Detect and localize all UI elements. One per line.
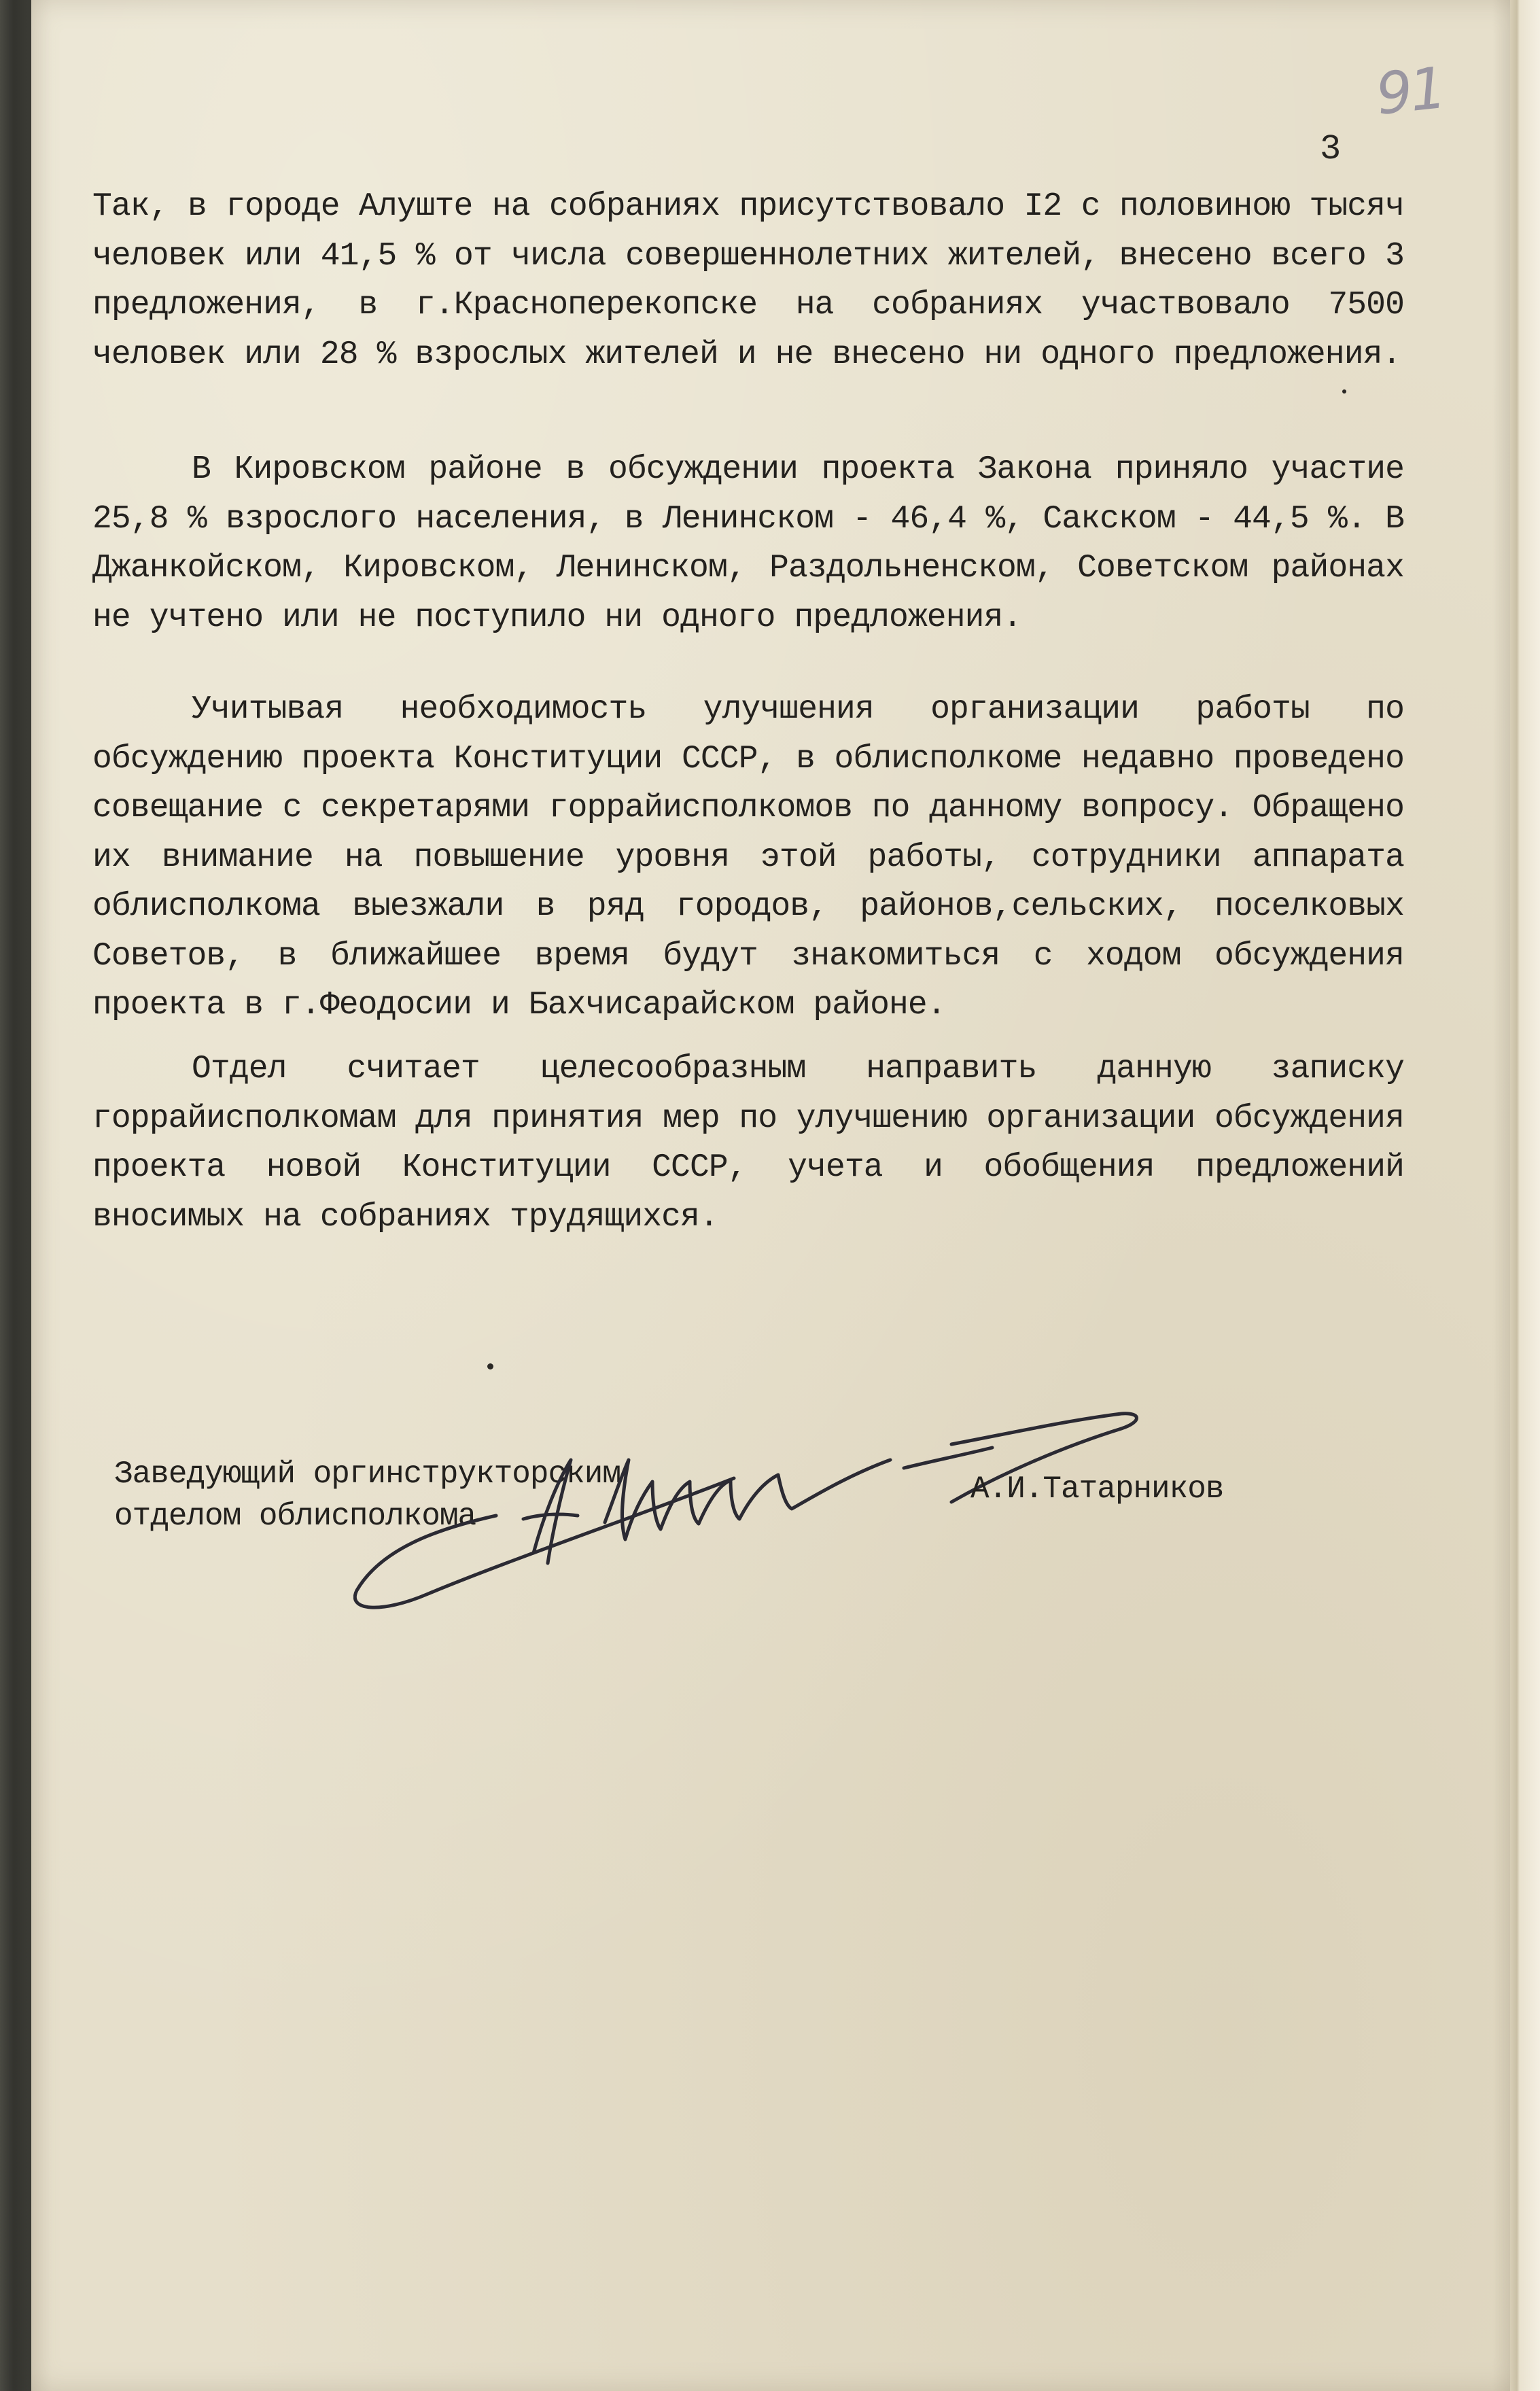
paragraph-meeting: Учитывая необходимость улучшения организации работы по обсуждению проекта Конституции СССР, в облисполкоме недавно проведено совещание с секретарями горрайисполкомов по данному вопросу. Обращено их внимание на повышение уровня этой работы, сотрудники аппарата облисполкома выезжали в ряд городов, районов,сельских, поселковых Советов, в ближайшее время будут знакомиться с ходом обсуждения проекта в г.Феодосии и Бахчисарайском районе. xyxy=(92,691,1404,1024)
signature-dash xyxy=(904,1448,992,1468)
page-number: 3 xyxy=(1320,129,1342,169)
paragraph-alushta: Так, в городе Алуште на собраниях присутствовало I2 с половиною тысяч человек или 41,5 % от числа совершеннолетних жителей, внесено всего 3 предложения, в г.Красноперекопске на собраниях участвовало 7500 человек или 28 % взрослых жителей и не внесено ни одного предложения. xyxy=(92,188,1404,373)
handwritten-signature xyxy=(353,1380,1169,1652)
position-line-2: отделом облисполкома xyxy=(114,1499,476,1534)
archive-sheet-number: 91 xyxy=(1373,54,1447,128)
paragraph-conclusion: Отдел считает целесообразным направить данную записку горрайисполкомам для принятия мер по улучшению организации обсуждения проекта новой Конституции СССР, учета и обобщения предложений вносимых на собраниях трудящихся. xyxy=(92,1051,1404,1236)
position-line-1: Заведующий оргинструкторским xyxy=(114,1456,620,1492)
signature-initial xyxy=(523,1460,578,1563)
next-page-edge xyxy=(1510,0,1540,2391)
paragraph-districts: В Кировском районе в обсуждении проекта Закона приняло участие 25,8 % взрослого населения, в Ленинском - 46,4 %, Сакском - 44,5 %. В Джанкойском, Кировском, Ленинском, Раздольненском, Советском районах не учтено или не поступило ни одного предложения. xyxy=(92,451,1404,636)
ink-speck xyxy=(1342,389,1346,394)
ink-speck xyxy=(487,1363,493,1369)
signature-underline-loop xyxy=(355,1478,734,1607)
signature-body xyxy=(605,1460,890,1539)
signer-name: А.И.Татарников xyxy=(970,1471,1224,1507)
